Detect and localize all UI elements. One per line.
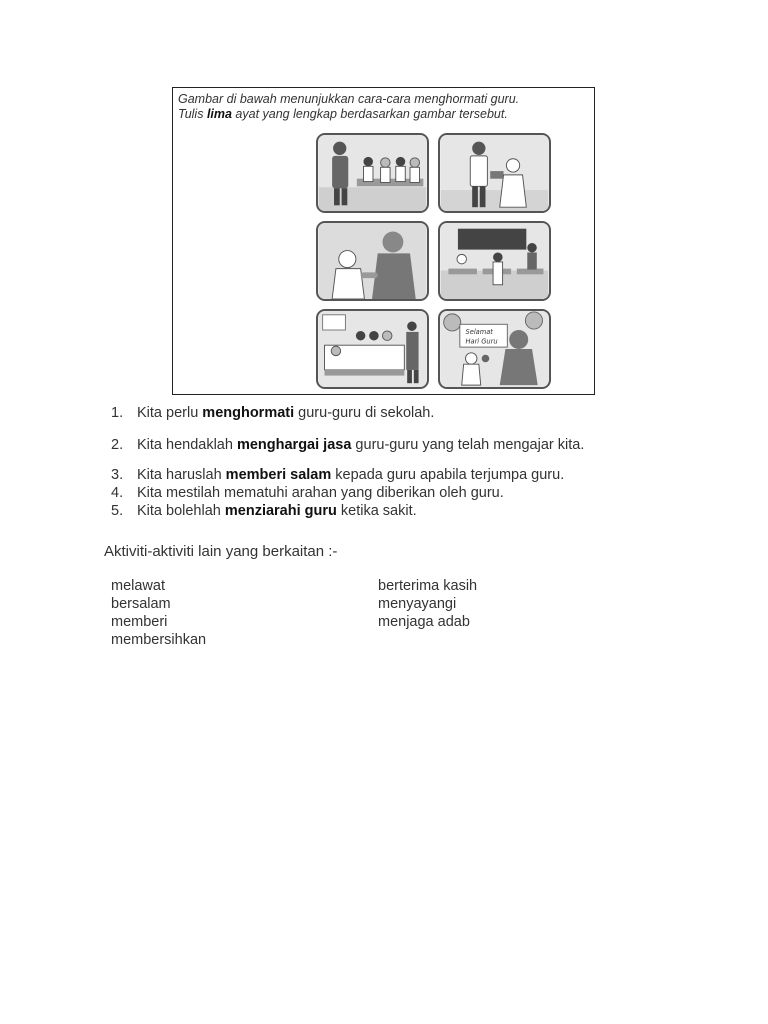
illustration-salam — [318, 223, 427, 299]
answer-keyword: menziarahi guru — [224, 503, 337, 519]
instruction-line-2-end: ayat yang lengkap berdasarkan gambar tersebut. — [231, 107, 508, 121]
illustration-gift — [440, 135, 549, 211]
illustration-panel-gift — [438, 133, 551, 213]
answer-text: Kita perlu — [137, 405, 203, 421]
answer-text: Kita hendaklah — [137, 437, 237, 453]
illustration-panel-teachers-day — [438, 309, 551, 389]
activity-word: bersalam — [111, 596, 171, 612]
answer-text: Kita bolehlah — [137, 503, 225, 519]
answer-keyword: memberi salam — [225, 467, 332, 483]
illustration-panel-hospital — [316, 309, 429, 389]
illustration-panel-salam — [316, 221, 429, 301]
answer-number: 3. — [111, 467, 124, 483]
activity-word: melawat — [111, 578, 165, 594]
instruction-line-2 — [178, 107, 588, 122]
answer-number: 5. — [111, 503, 124, 519]
instruction-line-1: Gambar di bawah menunjukkan cara-cara menghormati guru. — [178, 92, 520, 106]
answer-text: guru-guru yang telah mengajar kita. — [351, 437, 585, 453]
illustration-greeting-class — [318, 135, 427, 211]
answer-text: guru-guru di sekolah. — [294, 405, 435, 421]
activities-left-column — [111, 577, 206, 649]
answer-text: Kita mestilah mematuhi arahan yang diberikan oleh guru. — [137, 485, 504, 501]
answer-item-1 — [111, 405, 434, 421]
illustration-classroom — [440, 223, 549, 299]
answer-item-5 — [111, 503, 417, 519]
illustration-teachers-day — [440, 311, 549, 387]
answer-item-3 — [111, 467, 564, 483]
sign-line-1: Selamat — [465, 327, 493, 336]
answer-text: Kita haruslah — [137, 467, 226, 483]
answer-text: ketika sakit. — [336, 503, 417, 519]
activity-word: membersihkan — [111, 632, 207, 648]
picture-grid — [314, 131, 552, 391]
activity-word: menyayangi — [378, 596, 457, 612]
answer-item-4 — [111, 485, 504, 501]
answer-keyword: menghargai jasa — [236, 437, 352, 453]
answer-text: kepada guru apabila terjumpa guru. — [331, 467, 565, 483]
sign-line-2: Hari Guru — [465, 337, 498, 346]
illustration-panel-greeting-class — [316, 133, 429, 213]
activity-word: memberi — [111, 614, 168, 630]
answer-keyword: menghormati — [202, 405, 295, 421]
instruction-line-2-start: Tulis — [178, 107, 207, 121]
answer-number: 4. — [111, 485, 124, 501]
answer-number: 2. — [111, 437, 124, 453]
question-box — [172, 87, 595, 395]
illustration-hospital — [318, 311, 427, 387]
activity-word: menjaga adab — [378, 614, 470, 630]
activity-word: berterima kasih — [378, 578, 478, 594]
instructions — [178, 92, 588, 122]
activities-right-column — [378, 577, 477, 631]
answer-number: 1. — [111, 405, 124, 421]
answer-item-2 — [111, 437, 584, 453]
instruction-line-2-bold: lima — [206, 107, 232, 121]
illustration-panel-classroom — [438, 221, 551, 301]
other-activities-heading: Aktiviti-aktiviti lain yang berkaitan :- — [104, 543, 338, 560]
